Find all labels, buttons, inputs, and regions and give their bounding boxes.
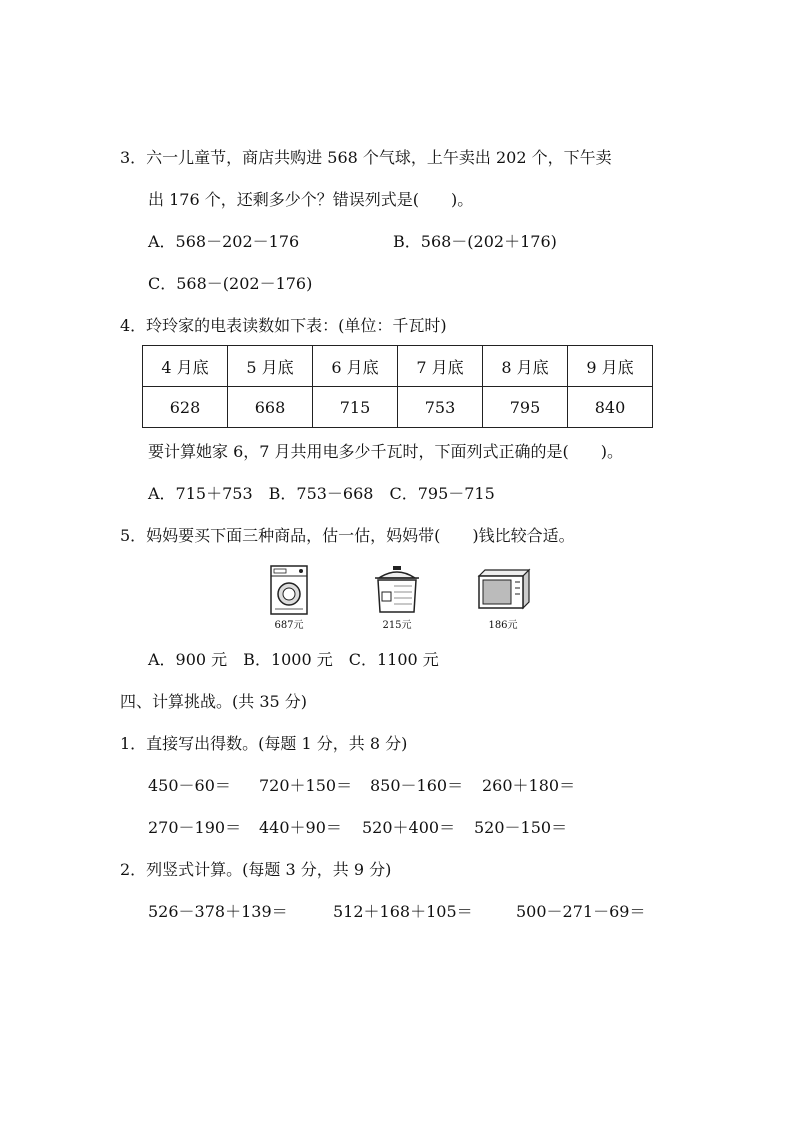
- washing-machine-icon: [265, 562, 313, 618]
- q3-option-b: B．568－(202＋176): [393, 232, 557, 251]
- product-price: 687元: [274, 620, 304, 631]
- calc-item: 450－60＝: [148, 776, 231, 795]
- q3-option-a: A．568－202－176: [148, 232, 300, 251]
- q5-options: A．900 元 B．1000 元 C．1100 元: [148, 650, 439, 669]
- table-header-row: [143, 346, 653, 387]
- q3-line1: 3．六一儿童节，商店共购进 568 个气球，上午卖出 202 个，下午卖: [120, 148, 612, 167]
- product-washing-machine: [254, 562, 324, 632]
- section4-p2-title: 2．列竖式计算。(每题 3 分，共 9 分): [120, 860, 392, 879]
- q4-title: 4．玲玲家的电表读数如下表：(单位：千瓦时): [120, 316, 447, 335]
- calc-item: 850－160＝: [370, 776, 464, 795]
- q4-question: 要计算她家 6，7 月共用电多少千瓦时，下面列式正确的是( )。: [148, 442, 624, 461]
- table-header-cell: 8 月底: [483, 346, 568, 387]
- vertical-calc-item: 526－378＋139＝: [148, 902, 288, 921]
- section4-title: 四、计算挑战。(共 35 分): [120, 692, 308, 711]
- calc-item: 720＋150＝: [259, 776, 353, 795]
- product-price: 215元: [382, 620, 412, 631]
- table-header-cell: 7 月底: [398, 346, 483, 387]
- table-row: [143, 387, 653, 428]
- product-microwave: [468, 562, 538, 632]
- table-header-cell: 5 月底: [228, 346, 313, 387]
- calc-item: 260＋180＝: [482, 776, 576, 795]
- product-rice-cooker: [362, 562, 432, 632]
- table-cell: 753: [398, 387, 483, 428]
- table-cell: 668: [228, 387, 313, 428]
- product-images: [254, 562, 544, 637]
- table-cell: 795: [483, 387, 568, 428]
- rice-cooker-icon: [372, 562, 422, 618]
- table-cell: 628: [143, 387, 228, 428]
- calc-item: 520－150＝: [474, 818, 568, 837]
- table-header-cell: 9 月底: [568, 346, 653, 387]
- product-price: 186元: [488, 620, 518, 631]
- vertical-calc-item: 512＋168＋105＝: [333, 902, 473, 921]
- q3-option-c: C．568－(202－176): [148, 274, 313, 293]
- table-cell: 715: [313, 387, 398, 428]
- vertical-calc-item: 500－271－69＝: [516, 902, 646, 921]
- calc-item: 270－190＝: [148, 818, 242, 837]
- q5-title: 5．妈妈要买下面三种商品，估一估，妈妈带( )钱比较合适。: [120, 526, 575, 545]
- q4-options: A．715＋753 B．753－668 C．795－715: [148, 484, 495, 503]
- section4-p1-title: 1．直接写出得数。(每题 1 分，共 8 分): [120, 734, 408, 753]
- table-header-cell: 6 月底: [313, 346, 398, 387]
- table-cell: 840: [568, 387, 653, 428]
- q3-line2: 出 176 个，还剩多少个？错误列式是( )。: [148, 190, 474, 209]
- table-header-cell: 4 月底: [143, 346, 228, 387]
- meter-reading-table: [142, 345, 653, 428]
- calc-item: 520＋400＝: [362, 818, 456, 837]
- microwave-icon: [475, 562, 531, 618]
- calc-item: 440＋90＝: [259, 818, 342, 837]
